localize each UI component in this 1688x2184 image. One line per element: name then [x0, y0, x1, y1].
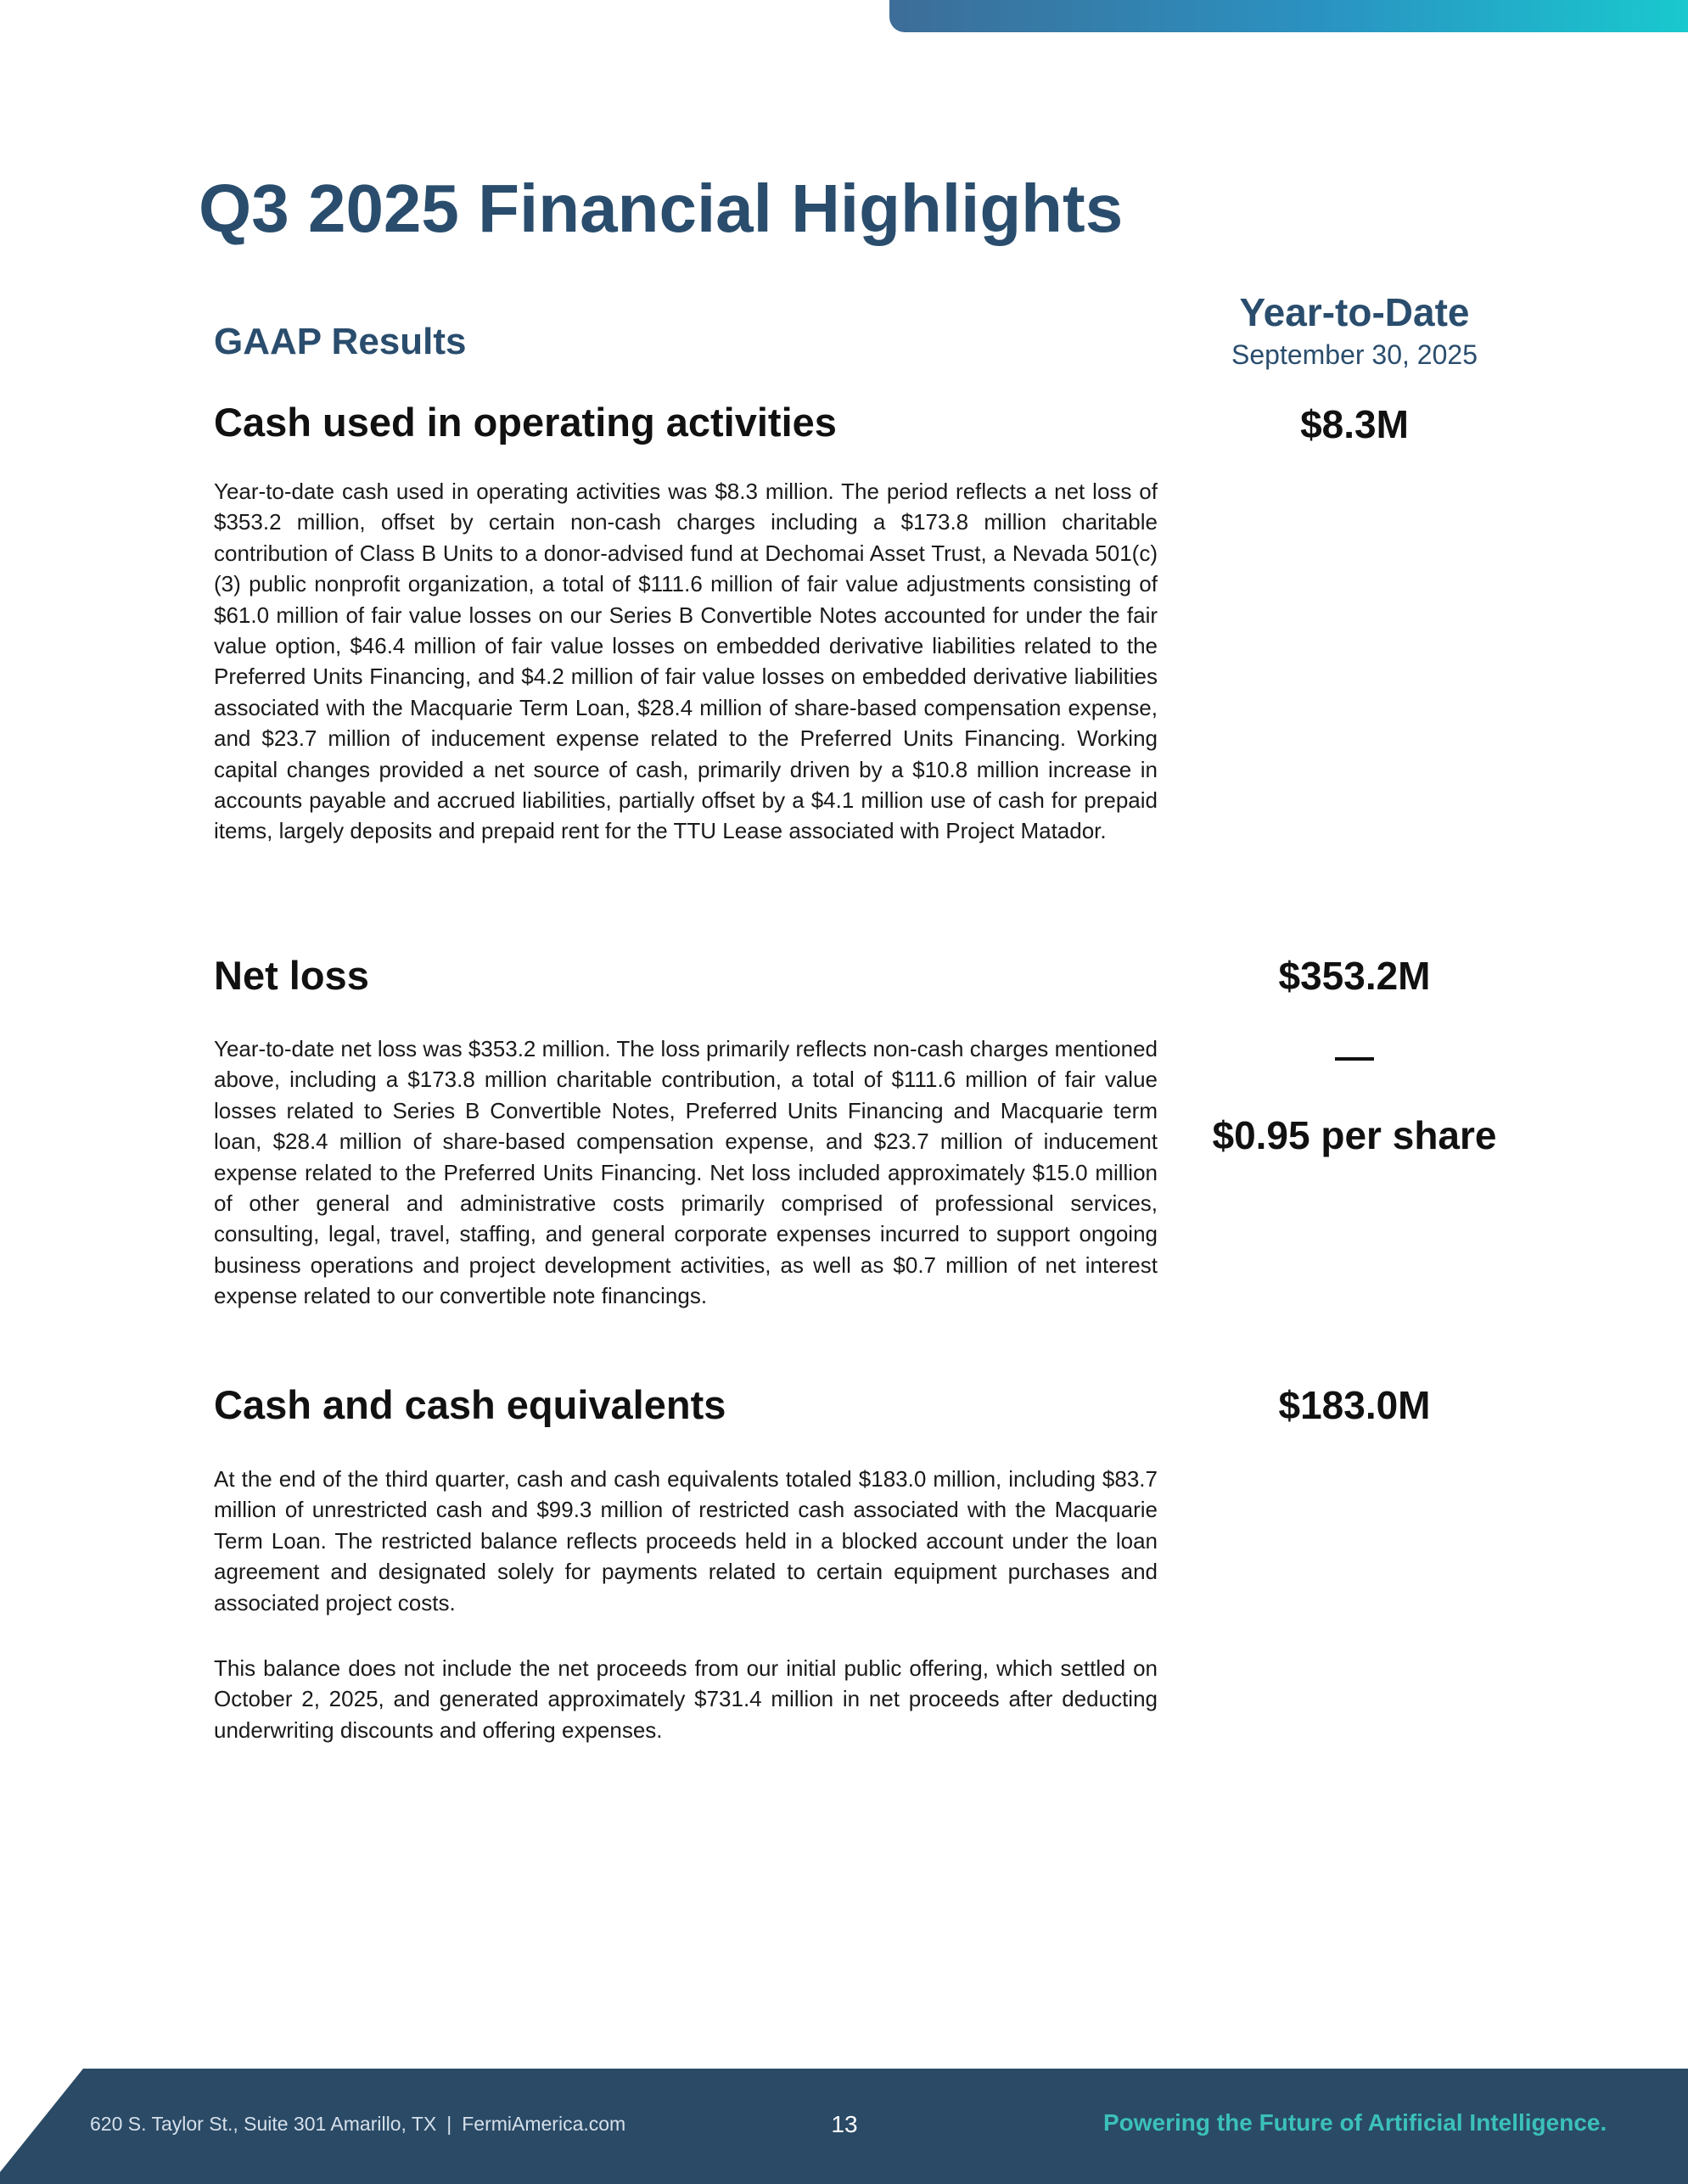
net-loss-metric: $353.2M	[1278, 954, 1431, 998]
net-loss-per-share: $0.95 per share	[1212, 1113, 1497, 1157]
footer-separator: |	[446, 2113, 452, 2135]
cash-equivalents-body: At the end of the third quarter, cash and cash equivalents totaled $183.0 million, including $83.7 million of unrestricted cash and $99.3 million of restricted cash associated with the Macquarie Term Loan. The restricted balance reflects proceeds held in a blocked account under the loan agreement and designated solely for payments related to certain equipment purchases and associated project costs.	[214, 1466, 1158, 1616]
metric-divider	[1335, 1057, 1374, 1061]
operating-cash-metric: $8.3M	[1300, 402, 1409, 446]
net-loss-body: Year-to-date net loss was $353.2 million. The loss primarily reflects non-cash charges mentioned above, including a $173.8 million charitable contribution, a total of $111.6 million of fair value losses related to Series B Convertible Notes, Preferred Units Financing and Macquarie term loan, $28.4 million of share-based compensation expense, and $23.7 million of inducement expense related to the Preferred Units Financing. Net loss included approximately $15.0 million of other general and administrative costs primarily comprised of professional services, consulting, legal, travel, staffing, and general corporate expenses incurred to support ongoing business operations and project development activities, as well as $0.7 million of net interest expense related to our convertible note financings.	[214, 1036, 1158, 1309]
operating-cash-body: Year-to-date cash used in operating activities was $8.3 million. The period reflects a net loss of $353.2 million, offset by certain non-cash charges including a $173.8 million charitable contribution of Class B Units to a donor-advised fund at Dechomai Asset Trust, a Nevada 501(c)(3) public nonprofit organization, a total of $111.6 million of fair value adjustments consisting of $61.0 million of fair value losses on our Series B Convertible Notes accounted for under the fair value option, $46.4 million of fair value losses on embedded derivative liabilities related to the Preferred Units Financing, and $4.2 million of fair value losses on embedded derivative liabilities associated with the Macquarie Term Loan, $28.4 million of share-based compensation expense, and $23.7 million of inducement expense related to the Preferred Units Financing. Working capital changes provided a net source of cash, primarily driven by a $10.8 million increase in accounts payable and accrued liabilities, partially offset by a $4.1 million use of cash for prepaid items, largely deposits and prepaid rent for the TTU Lease associated with Project Matador.	[214, 479, 1158, 844]
top-accent-bar	[889, 0, 1688, 32]
ytd-date: September 30, 2025	[1231, 339, 1478, 370]
page-title: Q3 2025 Financial Highlights	[199, 171, 1124, 246]
page-number: 13	[831, 2111, 858, 2137]
footer-website-link[interactable]: FermiAmerica.com	[462, 2113, 626, 2135]
cash-equivalents-heading: Cash and cash equivalents	[214, 1382, 726, 1427]
footer-tagline: Powering the Future of Artificial Intelligence.	[1103, 2109, 1607, 2136]
cash-equivalents-metric: $183.0M	[1278, 1383, 1431, 1427]
section-label: GAAP Results	[214, 321, 467, 362]
page-footer	[0, 2069, 1688, 2184]
ytd-title: Year-to-Date	[1239, 290, 1470, 334]
footer-address-line	[90, 2113, 625, 2136]
operating-cash-heading: Cash used in operating activities	[214, 400, 837, 445]
net-loss-heading: Net loss	[214, 953, 369, 998]
cash-equivalents-body-2: This balance does not include the net proceeds from our initial public offering, which settled on October 2, 2025, and generated approximately $731.4 million in net proceeds after deducting underwriting discounts and offering expenses.	[214, 1655, 1158, 1743]
ytd-header	[1185, 287, 1524, 372]
footer-address: 620 S. Taylor St., Suite 301 Amarillo, TX	[90, 2113, 437, 2135]
